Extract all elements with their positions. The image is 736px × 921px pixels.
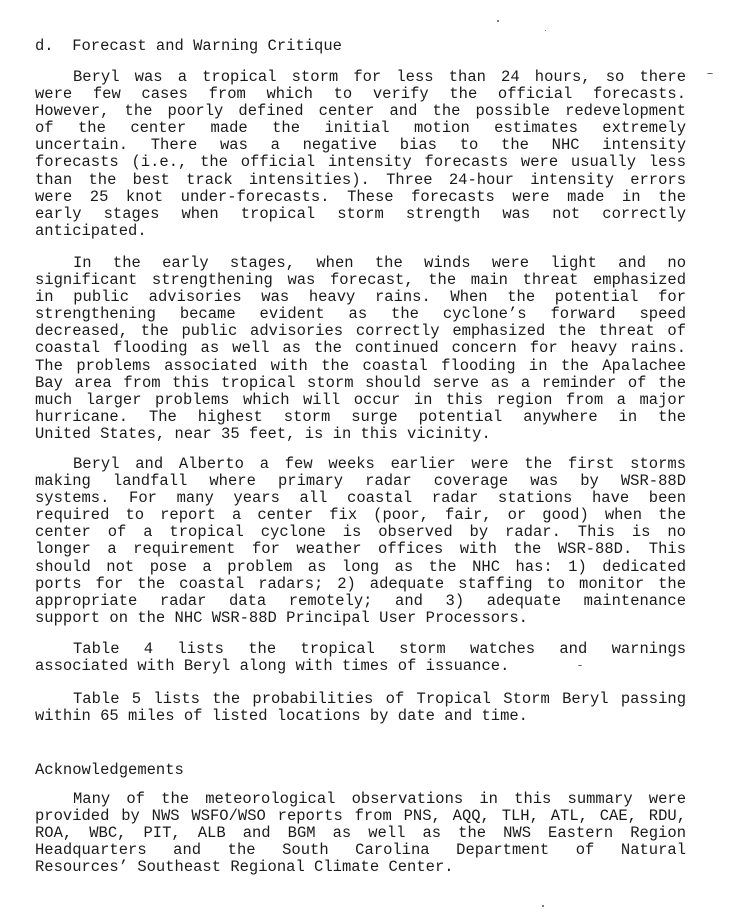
text-line: ports for the coastal radars; 2) adequate staffing to monitor the: [35, 574, 686, 593]
text-line: significant strengthening was forecast, the main threat emphasized: [35, 271, 686, 290]
text-line: were 25 knot under-forecasts. These forecasts were made in the: [35, 187, 686, 206]
text-line: much larger problems which will occur in this region from a major: [35, 390, 686, 409]
text-line: However, the poorly defined center and the possible redevelopment: [35, 102, 686, 121]
text-line: required to report a center fix (poor, fair, or good) when the: [35, 506, 686, 525]
text-line: Beryl and Alberto a few weeks earlier were the first storms: [73, 455, 686, 473]
scan-speck: [497, 20, 499, 22]
text-line: United States, near 35 feet, is in this vicinity.: [35, 424, 491, 443]
acknowledgements-paragraph: [35, 791, 686, 876]
text-line: Table 4 lists the tropical storm watches and warnings: [73, 640, 686, 658]
text-line: Headquarters and the South Carolina Department of Natural: [35, 841, 686, 860]
text-line: than the best track intensities). Three 24-hour intensity errors: [35, 170, 686, 189]
text-line: associated with Beryl along with times of issuance.: [35, 657, 510, 676]
text-line: hurricane. The highest storm surge potential anywhere in the: [35, 407, 686, 426]
text-line: making landfall where primary radar coverage was by WSR-88D: [35, 472, 686, 491]
text-line: coastal flooding as well as the continued concern for heavy rains.: [35, 339, 686, 358]
paragraph-2: [35, 255, 686, 443]
text-line: systems. For many years all coastal radar stations have been: [35, 489, 686, 508]
text-line: Bay area from this tropical storm should serve as a reminder of the: [35, 373, 686, 392]
text-line: Beryl was a tropical storm for less than 24 hours, so there: [73, 68, 686, 86]
text-line: appropriate radar data remotely; and 3) adequate maintenance: [35, 591, 686, 610]
paragraph-3: [35, 456, 686, 627]
paragraph-5: [35, 691, 686, 725]
text-line: Resources’ Southeast Regional Climate Center.: [35, 858, 454, 877]
text-line: within 65 miles of listed locations by date and time.: [35, 707, 528, 726]
text-line: ROA, WBC, PIT, ALB and BGM as well as the NWS Eastern Region: [35, 824, 686, 843]
scan-speck: [707, 73, 713, 74]
text-line: early stages when tropical storm strength was not correctly: [35, 204, 686, 223]
scan-speck: [545, 30, 546, 31]
text-line: in public advisories was heavy rains. When the potential for: [35, 288, 686, 307]
text-line: support on the NHC WSR-88D Principal User Processors.: [35, 608, 528, 627]
text-line: Many of the meteorological observations in this summary were: [73, 790, 686, 808]
text-line: provided by NWS WSFO/WSO reports from PNS, AQQ, TLH, ATL, CAE, RDU,: [35, 807, 686, 826]
text-line: forecasts (i.e., the official intensity forecasts were usually less: [35, 153, 686, 172]
text-line: Table 5 lists the probabilities of Tropical Storm Beryl passing: [73, 690, 686, 708]
text-line: In the early stages, when the winds were light and no: [73, 254, 686, 272]
section-heading: d. Forecast and Warning Critique: [35, 37, 342, 55]
text-line: were few cases from which to verify the official forecasts.: [35, 85, 686, 104]
acknowledgements-heading: Acknowledgements: [35, 761, 184, 779]
text-line: longer a requirement for weather offices with the WSR-88D. This: [35, 540, 686, 559]
text-line: The problems associated with the coastal flooding in the Apalachee: [35, 356, 686, 375]
paragraph-1: [35, 69, 686, 240]
text-line: of the center made the initial motion estimates extremely: [35, 119, 686, 138]
text-line: strengthening became evident as the cyclone’s forward speed: [35, 305, 686, 324]
text-line: decreased, the public advisories correctly emphasized the threat of: [35, 322, 686, 341]
scan-speck: [542, 905, 544, 907]
paragraph-4: [35, 641, 686, 675]
text-line: anticipated.: [35, 221, 147, 240]
scan-speck: [578, 665, 582, 666]
text-line: should not pose a problem as long as the NHC has: 1) dedicated: [35, 557, 686, 576]
text-line: uncertain. There was a negative bias to the NHC intensity: [35, 136, 686, 155]
text-line: center of a tropical cyclone is observed by radar. This is no: [35, 523, 686, 542]
